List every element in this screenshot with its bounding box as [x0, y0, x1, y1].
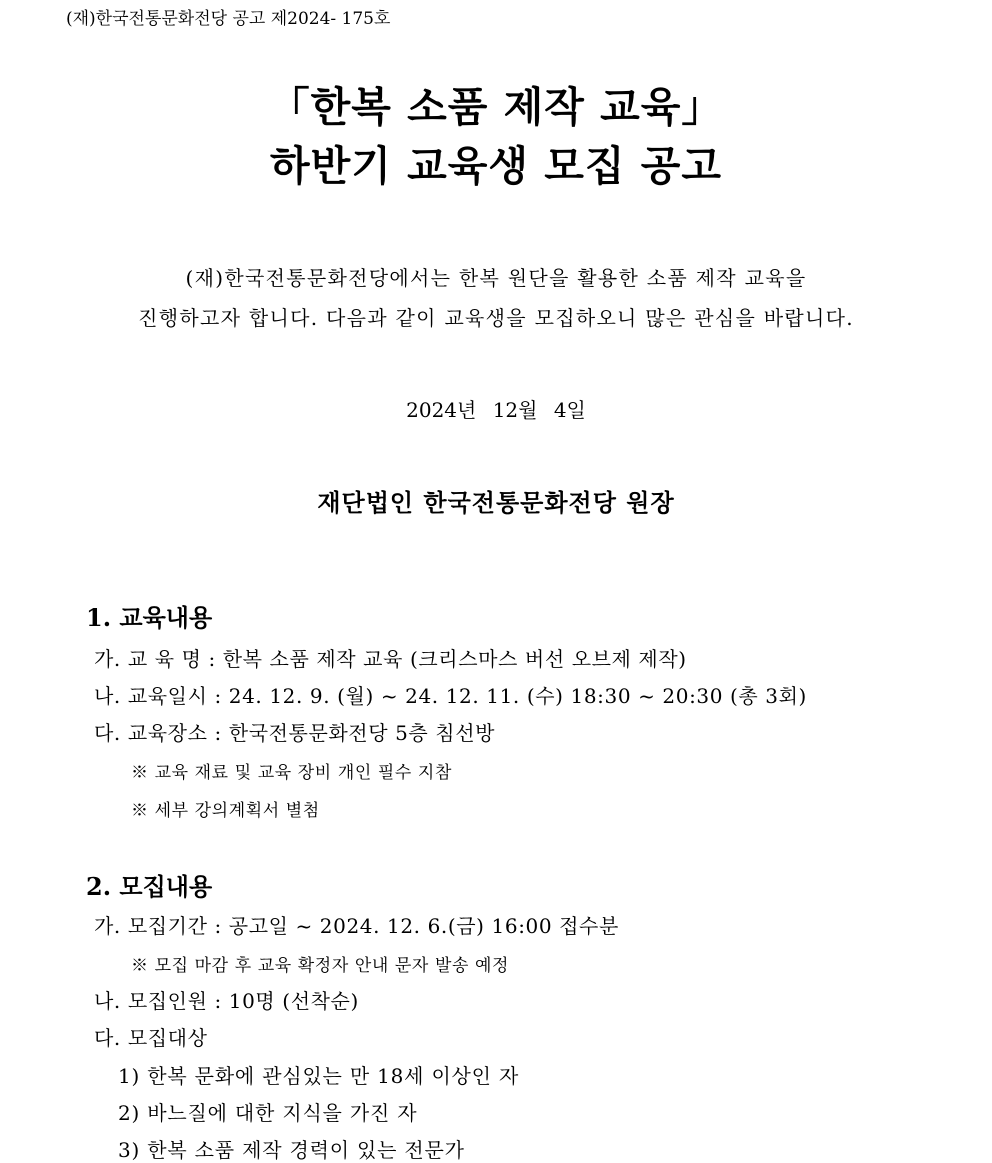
notice-number: (재)한국전통문화전당 공고 제2024- 175호: [66, 9, 391, 29]
issuing-organization: 재단법인 한국전통문화전당 원장: [317, 488, 675, 517]
recruitment-period-item: 가. 모집기간 : 공고일 ~ 2024. 12. 6.(금) 16:00 접수분: [94, 914, 619, 938]
target-criteria-1: 1) 한복 문화에 관심있는 만 18세 이상인 자: [118, 1064, 520, 1088]
recruitment-count-item: 나. 모집인원 : 10명 (선착순): [94, 989, 359, 1013]
recruitment-target-item: 다. 모집대상: [94, 1026, 208, 1050]
page-title-line-2: 하반기 교육생 모집 공고: [270, 142, 722, 190]
materials-note: ※ 교육 재료 및 교육 장비 개인 필수 지참: [131, 763, 452, 783]
target-criteria-3: 3) 한복 소품 제작 경력이 있는 전문가: [118, 1138, 465, 1162]
recruitment-note: ※ 모집 마감 후 교육 확정자 안내 문자 발송 예정: [131, 956, 510, 976]
intro-paragraph-line-1: (재)한국전통문화전당에서는 한복 원단을 활용한 소품 제작 교육을: [185, 266, 807, 290]
education-schedule-item: 나. 교육일시 : 24. 12. 9. (월) ~ 24. 12. 11. (수) 18:30 ~ 20:30 (총 3회): [94, 684, 807, 708]
intro-paragraph-line-2: 진행하고자 합니다. 다음과 같이 교육생을 모집하오니 많은 관심을 바랍니다.: [138, 306, 854, 330]
page-title-line-1: 「한복 소품 제작 교육」: [268, 83, 724, 131]
target-criteria-2: 2) 바느질에 대한 지식을 가진 자: [118, 1101, 418, 1125]
section-heading-recruitment: 2. 모집내용: [86, 872, 213, 901]
education-name-item: 가. 교 육 명 : 한복 소품 제작 교육 (크리스마스 버선 오브제 제작): [94, 647, 687, 671]
syllabus-note: ※ 세부 강의계획서 별첨: [131, 801, 320, 821]
section-heading-education: 1. 교육내용: [86, 603, 213, 632]
education-location-item: 다. 교육장소 : 한국전통문화전당 5층 침선방: [94, 721, 496, 745]
announcement-date: 2024년 12월 4일: [406, 398, 586, 422]
